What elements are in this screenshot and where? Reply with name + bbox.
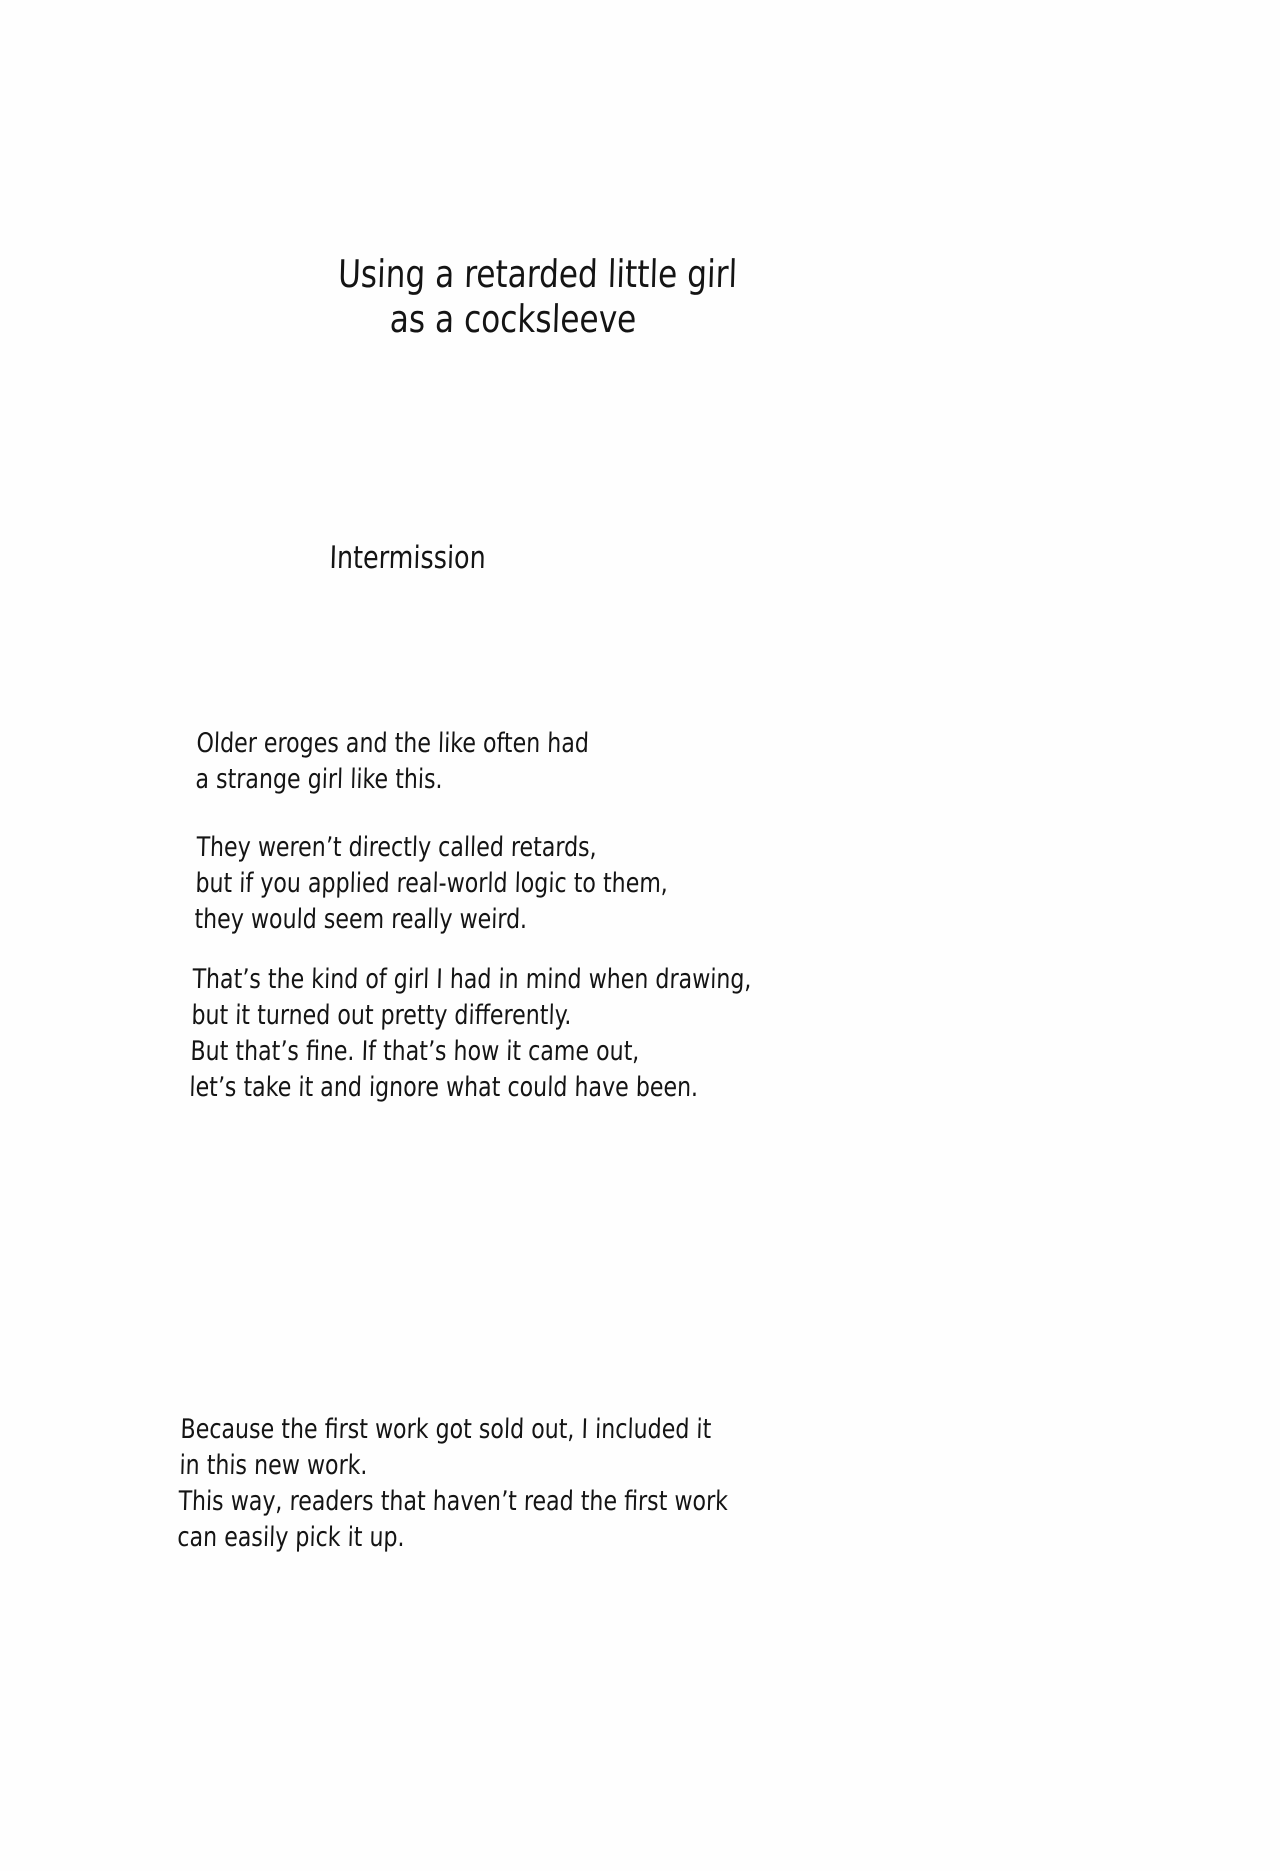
page-title xyxy=(336,252,738,342)
paragraph-older-eroges: Older eroges and the like often had a strange girl like this. xyxy=(195,728,590,795)
page-title-line1: Using a retarded little girl xyxy=(337,252,738,296)
page-title-line2: as a cocksleeve xyxy=(389,297,637,341)
paragraph-kind-of-girl: That’s the kind of girl I had in mind when drawing, but it turned out pretty differently. But that’s fine. If that’s how it came out, let’s take it and ignore what could have been. xyxy=(188,964,752,1103)
section-label-intermission: Intermission xyxy=(328,540,487,576)
paragraph-first-work-sold-out: Because the first work got sold out, I included it in this new work. This way, readers that haven’t read the first work can easily pick it up. xyxy=(176,1414,729,1553)
paragraph-not-directly-called: They weren’t directly called retards, but if you applied real-world logic to them, they would seem really weird. xyxy=(193,832,669,935)
